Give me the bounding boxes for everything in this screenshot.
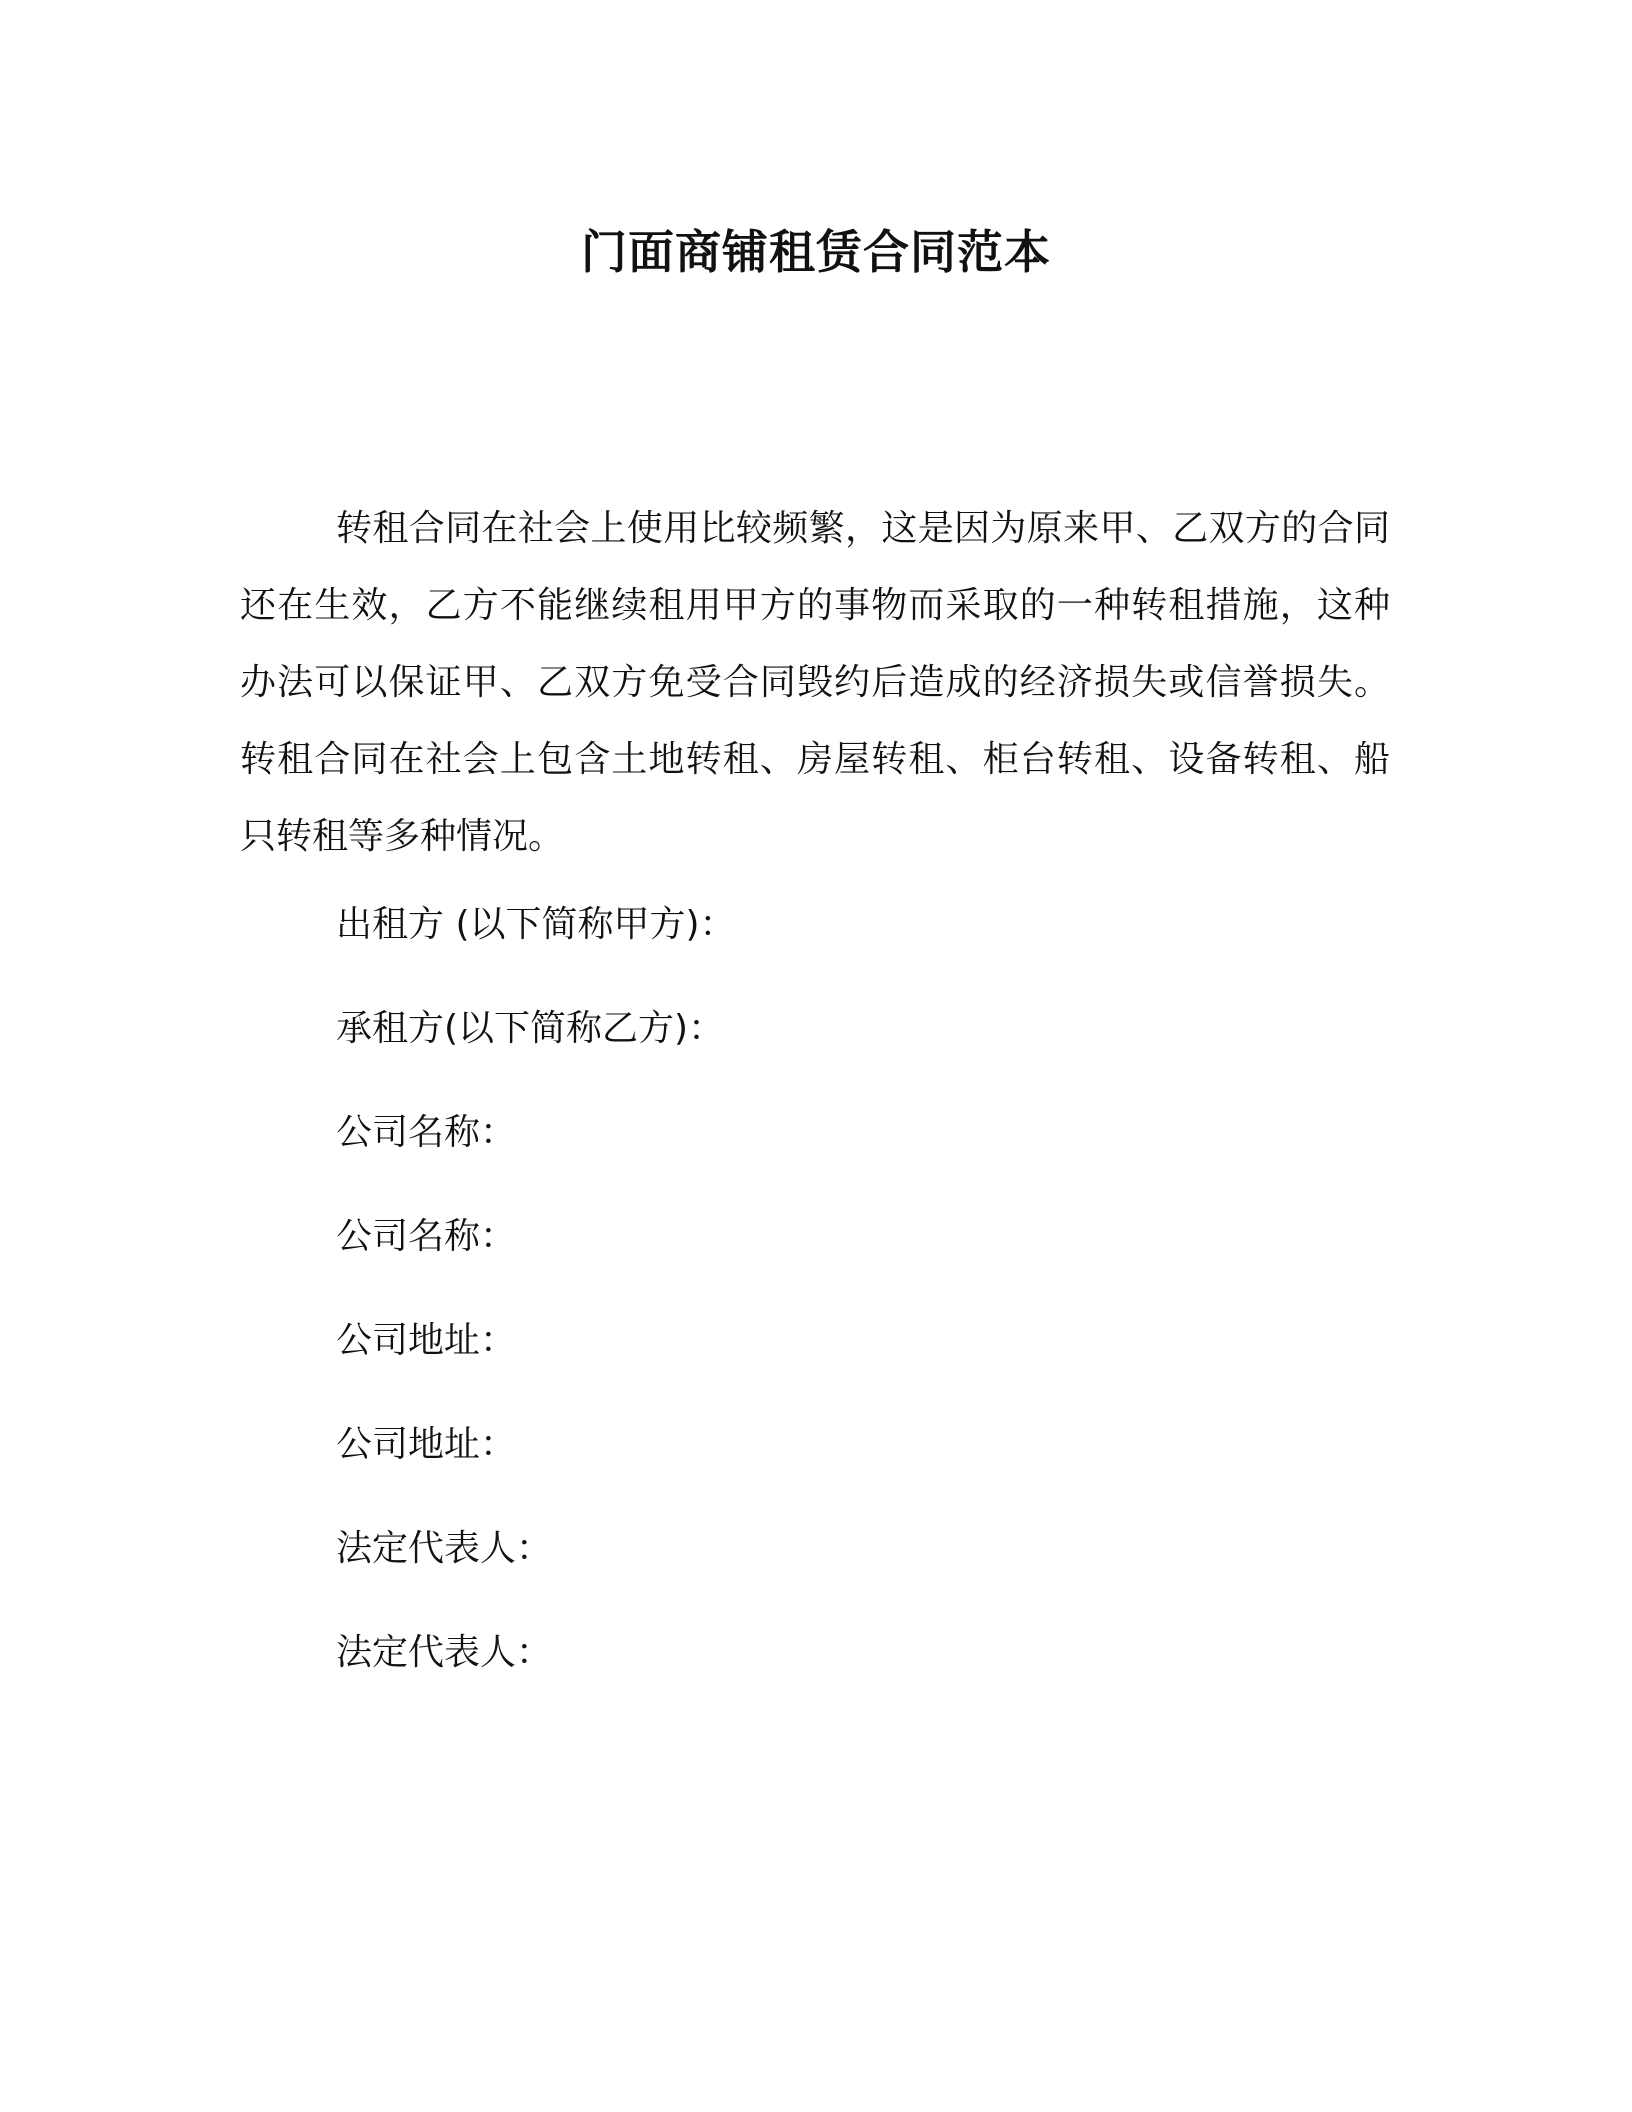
field-company-name-b: 公司名称：	[336, 1216, 517, 1257]
field-company-name-a: 公司名称：	[336, 1112, 517, 1153]
field-company-address-b: 公司地址：	[336, 1424, 517, 1465]
field-company-address-a: 公司地址：	[336, 1320, 517, 1361]
field-legal-rep-a: 法定代表人：	[336, 1528, 553, 1569]
party-field-list	[336, 900, 736, 1732]
field-lessor: 出租方 (以下简称甲方)：	[336, 904, 736, 945]
field-legal-rep-b: 法定代表人：	[336, 1632, 553, 1673]
document-title: 门面商铺租赁合同范本	[581, 225, 1051, 279]
field-lessee: 承租方(以下简称乙方)：	[336, 1008, 725, 1049]
intro-paragraph: 转租合同在社会上使用比较频繁，这是因为原来甲、乙双方的合同还在生效，乙方不能继续租用甲方的事物而采取的一种转租措施，这种办法可以保证甲、乙双方免受合同毁约后造成的经济损失或信誉损失。转租合同在社会上包含土地转租、房屋转租、柜台转租、设备转租、船只转租等多种情况。	[240, 508, 1390, 857]
